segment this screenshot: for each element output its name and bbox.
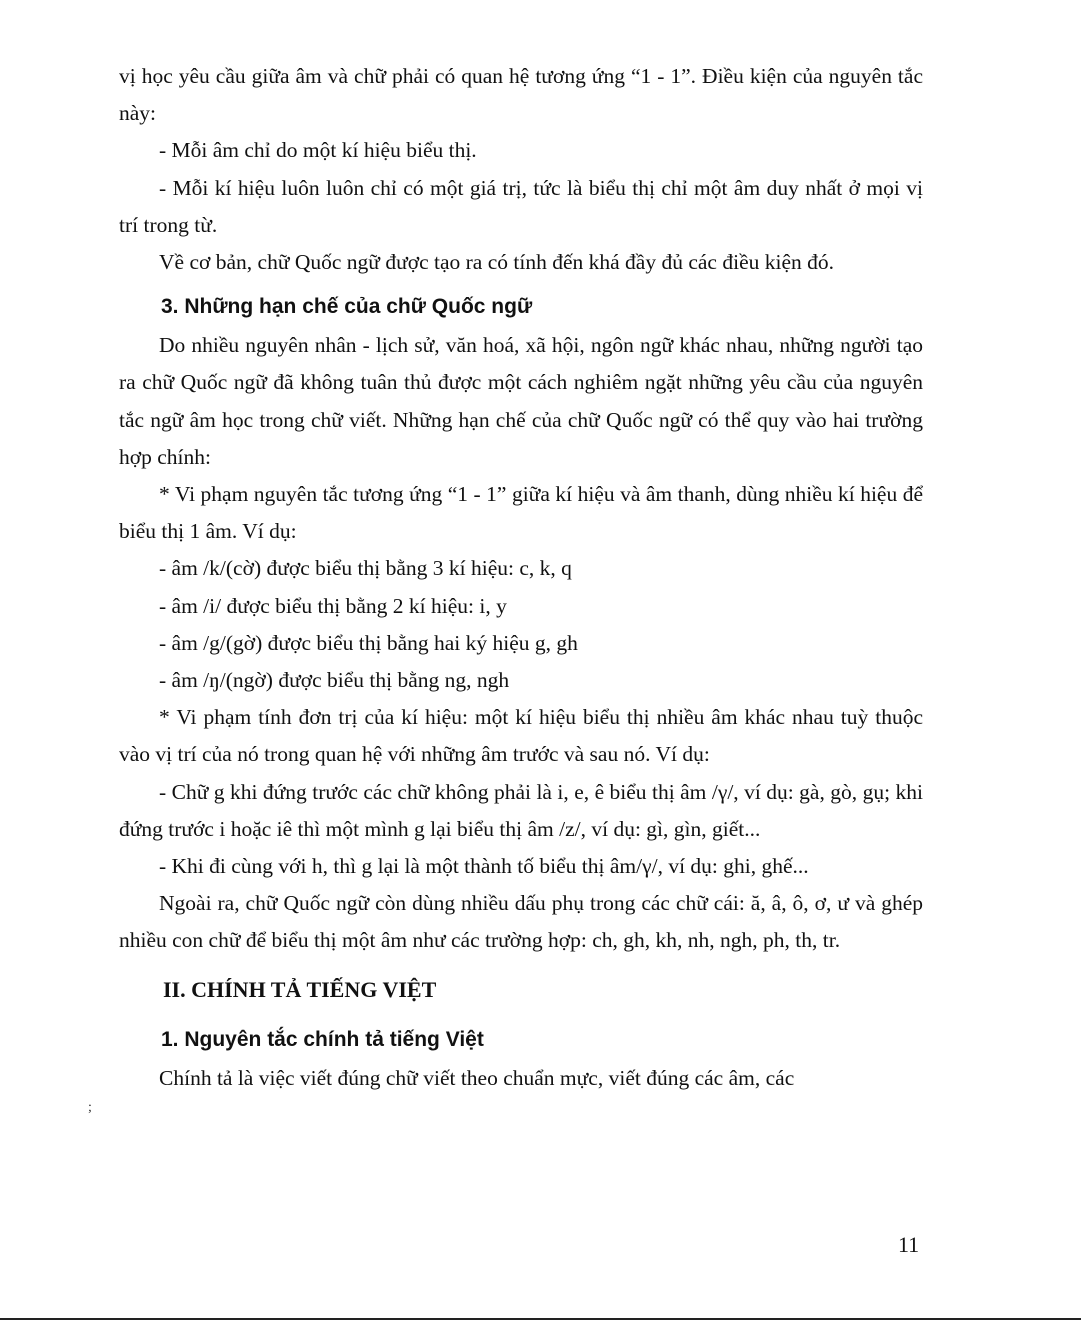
paragraph-violation-2: * Vi phạm tính đơn trị của kí hiệu: một kí hiệu biểu thị nhiều âm khác nhau tuỳ thuộc vào vị trí của nó trong quan hệ với những âm trước và sau nó. Ví dụ: bbox=[119, 705, 923, 767]
paragraph-causes: Do nhiều nguyên nhân - lịch sử, văn hoá, xã hội, ngôn ngữ khác nhau, những người tạo ra chữ Quốc ngữ đã không tuân thủ được một cách nghiêm ngặt những yêu cầu của nguyên tắc ngữ âm học trong chữ viết. Những hạn chế của chữ Quốc ngữ có thể quy vào hai trường hợp chính: bbox=[119, 333, 923, 469]
example-item-g: - âm /g/(gờ) được biểu thị bằng hai ký hiệu g, gh bbox=[159, 630, 578, 655]
paragraph-diacritics: Ngoài ra, chữ Quốc ngữ còn dùng nhiều dấu phụ trong các chữ cái: ă, â, ô, ơ, ư và ghép nhiều con chữ để biểu thị một âm như các trường hợp: ch, gh, kh, nh, ngh, ph, th, tr. bbox=[119, 891, 923, 953]
page-bottom-border bbox=[0, 1318, 1081, 1320]
example-item-ng: - âm /ŋ/(ngờ) được biểu thị bằng ng, ngh bbox=[159, 668, 510, 693]
section-heading-principles: 1. Nguyên tắc chính tả tiếng Việt bbox=[161, 1027, 484, 1051]
paragraph-letter-gh: - Khi đi cùng với h, thì g lại là một thành tố biểu thị âm/γ/, ví dụ: ghi, ghế... bbox=[159, 854, 809, 879]
paragraph-letter-g: - Chữ g khi đứng trước các chữ không phải là i, e, ê biểu thị âm /γ/, ví dụ: gà, gò, gụ; khi đứng trước i hoặc iê thì một mình g lại biểu thị âm /z/, ví dụ: gì, gìn, giết... bbox=[119, 779, 923, 841]
example-item-i: - âm /i/ được biểu thị bằng 2 kí hiệu: i, y bbox=[159, 593, 507, 618]
margin-mark: ; bbox=[88, 1100, 92, 1115]
example-item-k: - âm /k/(cờ) được biểu thị bằng 3 kí hiệu: c, k, q bbox=[159, 556, 572, 581]
paragraph-continued: vị học yêu cầu giữa âm và chữ phải có quan hệ tương ứng “1 - 1”. Điều kiện của nguyên tắc này: bbox=[119, 64, 923, 126]
condition-item-2: - Mỗi kí hiệu luôn luôn chỉ có một giá trị, tức là biểu thị chỉ một âm duy nhất ở mọi vị trí trong từ. bbox=[119, 175, 923, 237]
condition-item-1: - Mỗi âm chỉ do một kí hiệu biểu thị. bbox=[159, 138, 477, 163]
chapter-heading-spelling: II. CHÍNH TẢ TIẾNG VIỆT bbox=[163, 976, 437, 1002]
section-heading-limitations: 3. Những hạn chế của chữ Quốc ngữ bbox=[161, 295, 533, 319]
body-text bbox=[119, 58, 923, 1097]
page-number: 11 bbox=[898, 1232, 920, 1257]
paragraph-spelling-definition: Chính tả là việc viết đúng chữ viết theo chuẩn mực, viết đúng các âm, các bbox=[159, 1065, 795, 1090]
paragraph-summary: Về cơ bản, chữ Quốc ngữ được tạo ra có tính đến khá đầy đủ các điều kiện đó. bbox=[159, 250, 835, 275]
paragraph-violation-1: * Vi phạm nguyên tắc tương ứng “1 - 1” giữa kí hiệu và âm thanh, dùng nhiều kí hiệu để biểu thị 1 âm. Ví dụ: bbox=[119, 482, 923, 544]
